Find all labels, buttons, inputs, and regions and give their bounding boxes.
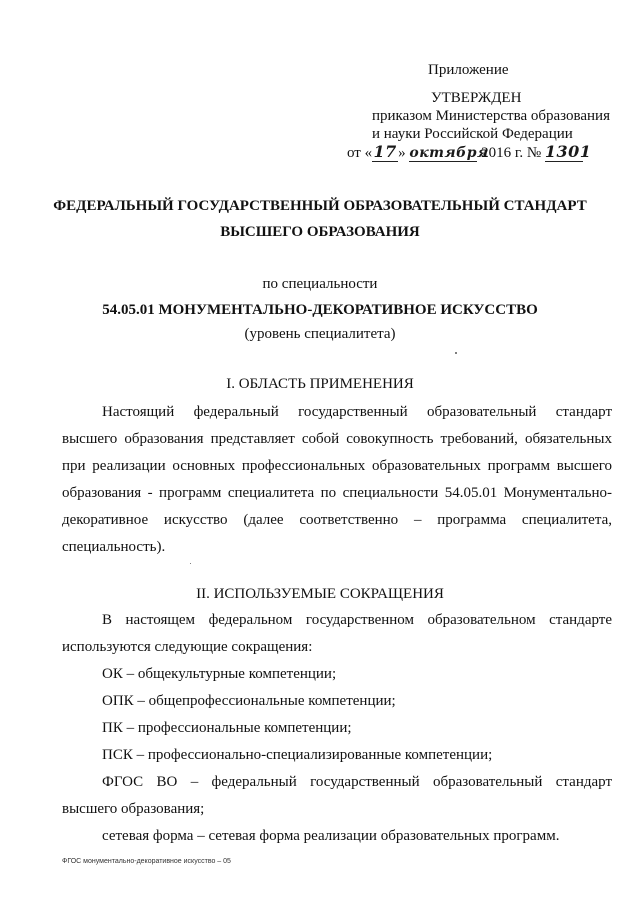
date-mid: » <box>398 145 406 161</box>
date-day-handwritten <box>372 144 398 162</box>
section-2-heading: II. ИСПОЛЬЗУЕМЫЕ СОКРАЩЕНИЯ <box>196 586 444 602</box>
scan-speck <box>455 352 457 354</box>
section-1-line: высшего образования представляет собой совокупность требований, обязательных <box>62 431 612 447</box>
date-prefix: от « <box>347 145 373 161</box>
date-month: октября <box>409 145 489 161</box>
document-title-line-1: ФЕДЕРАЛЬНЫЙ ГОСУДАРСТВЕННЫЙ ОБРАЗОВАТЕЛЬНЫЙ СТАНДАРТ <box>53 198 587 214</box>
order-line-2: и науки Российской Федерации <box>372 126 573 142</box>
abbreviation-item: ОПК – общепрофессиональные компетенции; <box>102 693 396 709</box>
date-month-handwritten <box>409 145 489 162</box>
abbreviation-item: ПСК – профессионально-специализированные компетенции; <box>102 747 493 763</box>
network-form-line: сетевая форма – сетевая форма реализации образовательных программ. <box>102 828 560 844</box>
level-label: (уровень специалитета) <box>244 326 396 342</box>
fgos-line-1: ФГОС ВО – федеральный государственный образовательный стандарт <box>102 774 612 790</box>
date-year: 2016 г. № <box>481 145 542 161</box>
document-title-line-2: ВЫСШЕГО ОБРАЗОВАНИЯ <box>220 224 420 240</box>
order-number: 1301 <box>544 142 592 161</box>
section-1-heading: I. ОБЛАСТЬ ПРИМЕНЕНИЯ <box>226 376 414 392</box>
page-footer: ФГОС монументально-декоративное искусство – 05 <box>62 858 231 865</box>
appendix-label: Приложение <box>428 62 509 78</box>
order-number-handwritten <box>544 142 592 162</box>
scan-speck <box>190 563 191 564</box>
section-2-intro-line-2: используются следующие сокращения: <box>62 639 313 655</box>
order-date-line <box>347 142 592 162</box>
abbreviation-item: ПК – профессиональные компетенции; <box>102 720 352 736</box>
abbreviation-item: ОК – общекультурные компетенции; <box>102 666 337 682</box>
date-day: 17 <box>373 142 397 161</box>
by-specialty-label: по специальности <box>262 276 378 292</box>
section-1-line: Настоящий федеральный государственный образовательный стандарт <box>102 404 612 420</box>
section-1-line: при реализации основных профессиональных образовательных программ высшего <box>62 458 612 474</box>
order-line-1: приказом Министерства образования <box>372 108 610 124</box>
section-1-line: образования - программ специалитета по специальности 54.05.01 Монументально- <box>62 485 612 501</box>
specialty-title: 54.05.01 МОНУМЕНТАЛЬНО-ДЕКОРАТИВНОЕ ИСКУССТВО <box>102 302 538 318</box>
section-1-line: декоративное искусство (далее соответственно – программа специалитета, <box>62 512 612 528</box>
fgos-line-2: высшего образования; <box>62 801 205 817</box>
section-2-intro-line-1: В настоящем федеральном государственном образовательном стандарте <box>102 612 612 628</box>
section-1-line: специальность). <box>62 539 166 555</box>
approved-label: УТВЕРЖДЕН <box>431 90 522 106</box>
